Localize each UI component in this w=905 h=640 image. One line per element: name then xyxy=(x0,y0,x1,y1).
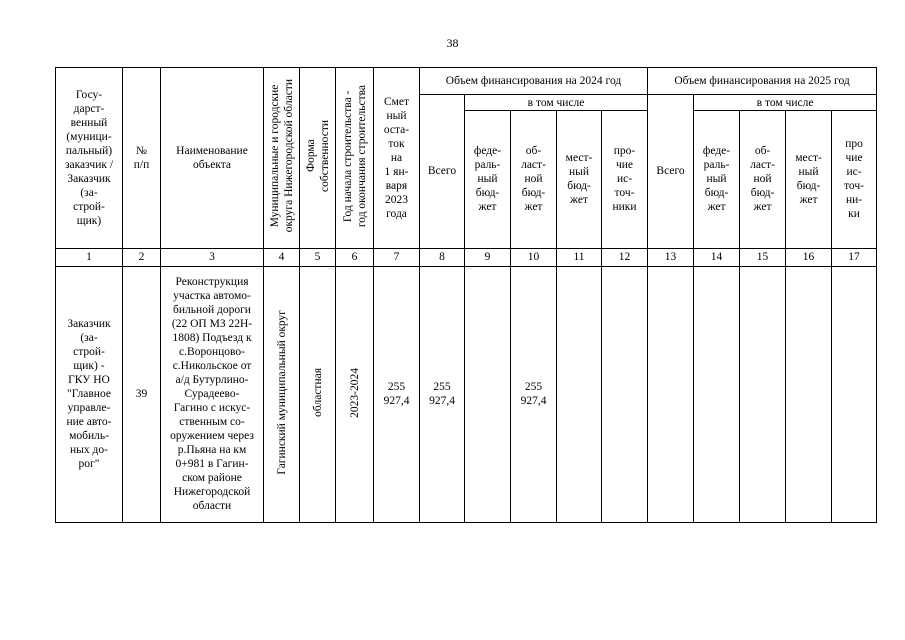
column-number: 13 xyxy=(648,248,694,266)
header-local-2025: мест- ный бюд- жет xyxy=(786,111,832,249)
header-municipality: Муниципальные и городские округа Нижегородской области xyxy=(264,68,300,249)
header-other-2024: про- чие ис- точ- ники xyxy=(602,111,648,249)
row-federal-2024 xyxy=(465,266,511,522)
row-num: 39 xyxy=(123,266,161,522)
column-number: 14 xyxy=(694,248,740,266)
header-total-2024: Всего xyxy=(420,95,465,249)
header-including-2024: в том числе xyxy=(465,95,648,111)
column-number: 9 xyxy=(465,248,511,266)
row-federal-2025 xyxy=(694,266,740,522)
header-including-2025: в том числе xyxy=(694,95,877,111)
row-regional-2024: 255 927,4 xyxy=(511,266,557,522)
row-total-2025 xyxy=(648,266,694,522)
header-funding-2025: Объем финансирования на 2025 год xyxy=(648,68,877,95)
column-number: 5 xyxy=(300,248,336,266)
header-funding-2024: Объем финансирования на 2024 год xyxy=(420,68,648,95)
column-number: 6 xyxy=(336,248,374,266)
column-number: 15 xyxy=(740,248,786,266)
header-regional-2025: об- ласт- ной бюд- жет xyxy=(740,111,786,249)
row-customer: Заказчик (за- строй- щик) - ГКУ НО "Главное управле- ние авто- мобиль- ных до- рог" xyxy=(56,266,123,522)
header-federal-2025: феде- раль- ный бюд- жет xyxy=(694,111,740,249)
row-local-2025 xyxy=(786,266,832,522)
header-federal-2024: феде- раль- ный бюд- жет xyxy=(465,111,511,249)
header-object-name: Наименование объекта xyxy=(161,68,264,249)
column-number: 4 xyxy=(264,248,300,266)
row-regional-2025 xyxy=(740,266,786,522)
header-row-1 xyxy=(56,68,877,95)
column-number: 12 xyxy=(602,248,648,266)
header-local-2024: мест- ный бюд- жет xyxy=(557,111,602,249)
column-number: 7 xyxy=(374,248,420,266)
header-total-2025: Всего xyxy=(648,95,694,249)
header-num: № п/п xyxy=(123,68,161,249)
header-customer: Госу- дарст- венный (муници- пальный) заказчик / Заказчик (за- строй- щик) xyxy=(56,68,123,249)
column-number: 2 xyxy=(123,248,161,266)
column-number: 10 xyxy=(511,248,557,266)
page-number: 38 xyxy=(446,36,459,50)
header-regional-2024: об- ласт- ной бюд- жет xyxy=(511,111,557,249)
column-number: 3 xyxy=(161,248,264,266)
row-total-2024: 255 927,4 xyxy=(420,266,465,522)
row-local-2024 xyxy=(557,266,602,522)
header-estimate: Смет ный оста- ток на 1 ян- варя 2023 года xyxy=(374,68,420,249)
row-other-2025 xyxy=(832,266,877,522)
column-number: 8 xyxy=(420,248,465,266)
row-municipality: Гагинский муниципальный округ xyxy=(264,266,300,522)
row-years: 2023-2024 xyxy=(336,266,374,522)
column-number: 17 xyxy=(832,248,877,266)
table-row xyxy=(56,266,877,522)
row-ownership: областная xyxy=(300,266,336,522)
header-years: Год начала строительства - год окончания строительства xyxy=(336,68,374,249)
column-number-row xyxy=(56,248,877,266)
column-number: 11 xyxy=(557,248,602,266)
column-number: 1 xyxy=(56,248,123,266)
header-ownership: Форма собственности xyxy=(300,68,336,249)
row-estimate: 255 927,4 xyxy=(374,266,420,522)
row-object-name: Реконструкция участка автомо- бильной дороги (22 ОП МЗ 22Н- 1808) Подъезд к с.Воронцово- с.Никольское от а/д Бутурлино- Сурадеево- Гагино с искус- ственным со- оружением через р.Пьяна на км 0+981 в Гагин- ском районе Нижегородской области xyxy=(161,266,264,522)
row-other-2024 xyxy=(602,266,648,522)
column-number: 16 xyxy=(786,248,832,266)
funding-table xyxy=(55,67,877,523)
header-other-2025: про чие ис- точ- ни- ки xyxy=(832,111,877,249)
